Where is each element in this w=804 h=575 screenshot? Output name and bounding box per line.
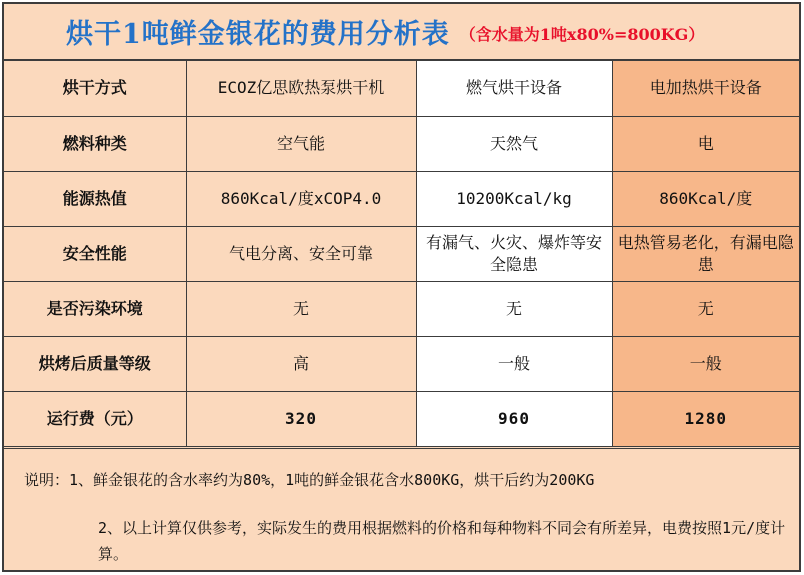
table-cell: 无 xyxy=(612,281,799,336)
table-cell: 电热管易老化，有漏电隐患 xyxy=(612,226,799,281)
header-method: 烘干方式 xyxy=(4,61,186,116)
table-cell: 10200Kcal/kg xyxy=(416,171,612,226)
fee-gas: 960 xyxy=(416,391,612,446)
row-label: 燃料种类 xyxy=(4,116,186,171)
header-gas: 燃气烘干设备 xyxy=(416,61,612,116)
table-cell: 气电分离、安全可靠 xyxy=(186,226,416,281)
table-row-fee xyxy=(4,391,799,446)
title-row xyxy=(4,4,799,61)
fee-electric: 1280 xyxy=(612,391,799,446)
table-header-row xyxy=(4,61,799,116)
row-label: 安全性能 xyxy=(4,226,186,281)
note-1: 说明：1、鲜金银花的含水率约为80%，1吨的鲜金银花含水800KG，烘干后约为200KG xyxy=(24,471,595,489)
page-title: 烘干1吨鲜金银花的费用分析表 xyxy=(66,19,450,50)
table-row xyxy=(4,281,799,336)
header-electric: 电加热烘干设备 xyxy=(612,61,799,116)
table-cell: 一般 xyxy=(612,336,799,391)
table-cell: 电 xyxy=(612,116,799,171)
table-cell: 有漏气、火灾、爆炸等安全隐患 xyxy=(416,226,612,281)
comparison-table xyxy=(4,61,799,447)
table-cell: 860Kcal/度 xyxy=(612,171,799,226)
table-row xyxy=(4,171,799,226)
cost-analysis-sheet xyxy=(2,2,801,572)
fee-heat-pump: 320 xyxy=(186,391,416,446)
table-cell: 天然气 xyxy=(416,116,612,171)
table-row xyxy=(4,336,799,391)
table-cell: 高 xyxy=(186,336,416,391)
row-label: 能源热值 xyxy=(4,171,186,226)
table-cell: 860Kcal/度xCOP4.0 xyxy=(186,171,416,226)
notes-section xyxy=(4,448,799,570)
table-row xyxy=(4,226,799,281)
table-cell: 空气能 xyxy=(186,116,416,171)
row-label: 烘烤后质量等级 xyxy=(4,336,186,391)
table-cell: 无 xyxy=(186,281,416,336)
table-cell: 一般 xyxy=(416,336,612,391)
header-heat-pump: ECOZ亿思欧热泵烘干机 xyxy=(186,61,416,116)
row-label: 是否污染环境 xyxy=(4,281,186,336)
page-subtitle: （含水量为1吨x80%=800KG） xyxy=(459,25,705,44)
note-2: 2、以上计算仅供参考，实际发生的费用根据燃料的价格和每种物料不同会有所差异，电费按照1元/度计算。 xyxy=(98,519,786,563)
table-row xyxy=(4,116,799,171)
table-cell: 无 xyxy=(416,281,612,336)
row-label: 运行费（元） xyxy=(4,391,186,446)
